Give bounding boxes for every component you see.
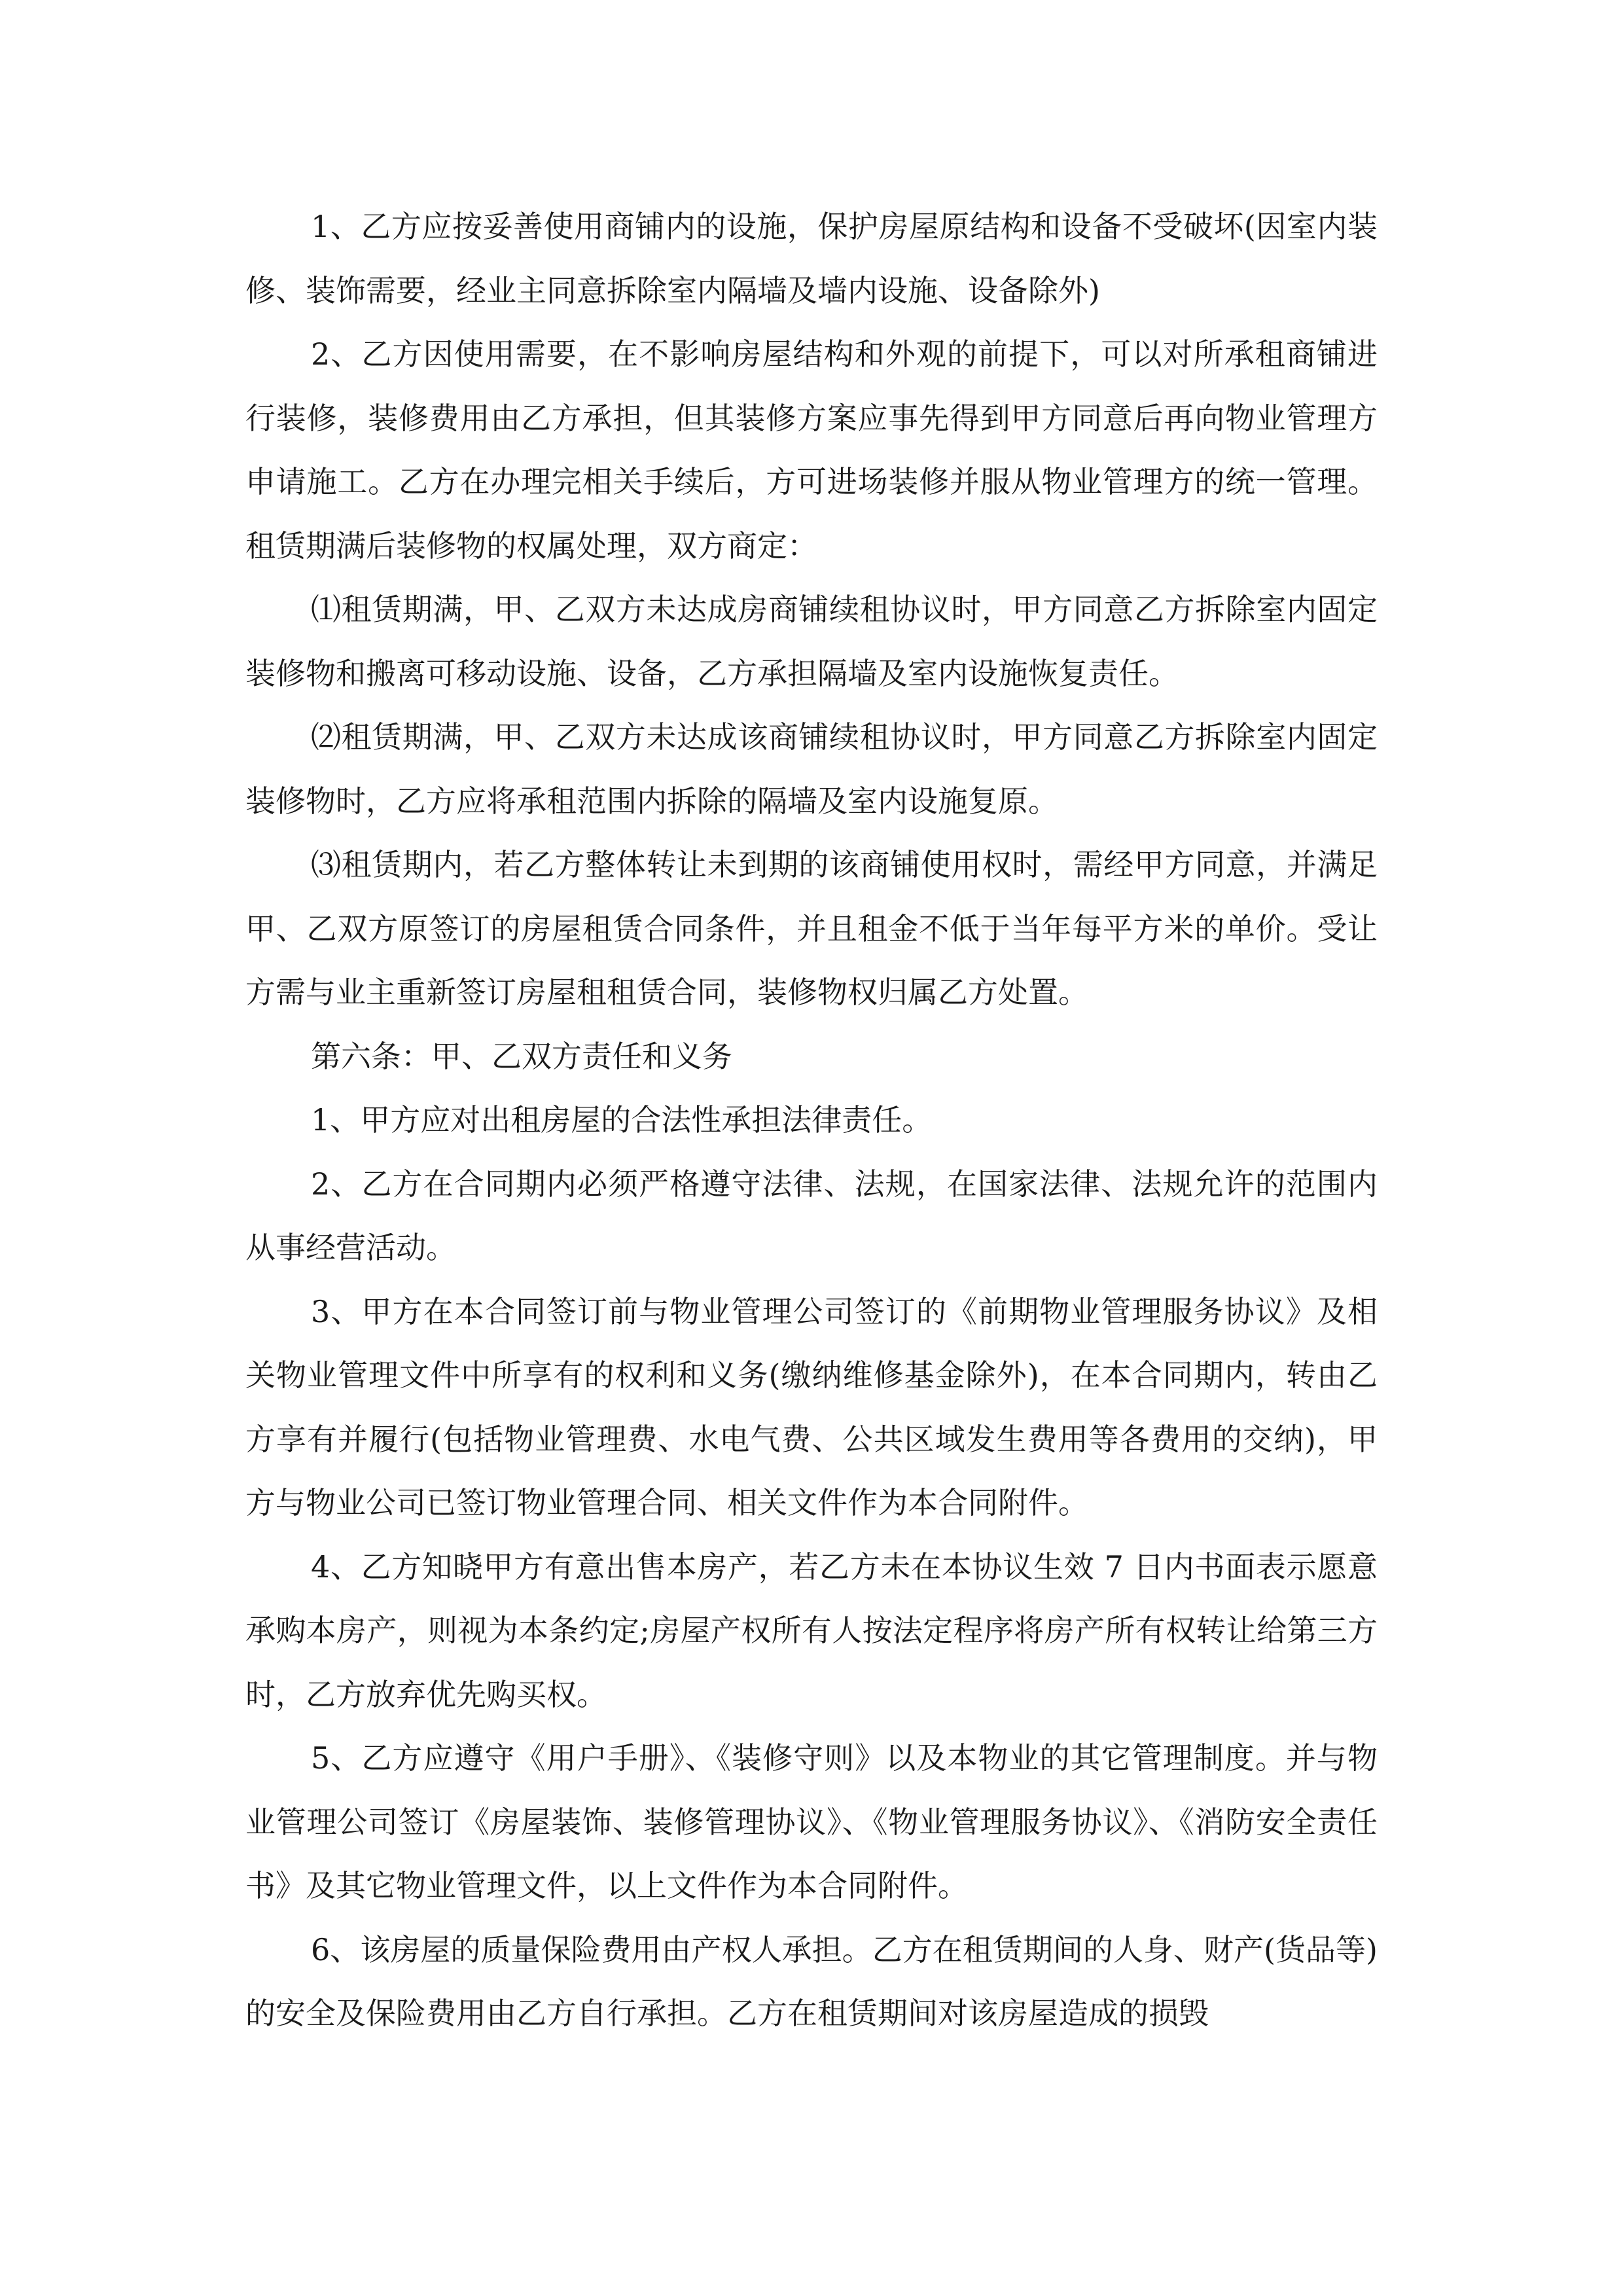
paragraph-clause-1: 1、乙方应按妥善使用商铺内的设施，保护房屋原结构和设备不受破坏(因室内装修、装饰需要，经业主同意拆除室内隔墙及墙内设施、设备除外) — [245, 209, 1378, 308]
document-body — [245, 195, 1378, 2046]
paragraph-sub-3: ⑶租赁期内，若乙方整体转让未到期的该商铺使用权时，需经甲方同意，并满足甲、乙双方原签订的房屋租赁合同条件，并且租金不低于当年每平方米的单价。受让方需与业主重新签订房屋租租赁合同，装修物权归属乙方处置。 — [245, 847, 1378, 1010]
paragraph-duty-3: 3、甲方在本合同签订前与物业管理公司签订的《前期物业管理服务协议》及相关物业管理文件中所享有的权利和义务(缴纳维修基金除外)，在本合同期内，转由乙方享有并履行(包括物业管理费、水电气费、公共区域发生费用等各费用的交纳)，甲方与物业公司已签订物业管理合同、相关文件作为本合同附件。 — [245, 1293, 1378, 1520]
paragraph-clause-2: 2、乙方因使用需要，在不影响房屋结构和外观的前提下，可以对所承租商铺进行装修，装修费用由乙方承担，但其装修方案应事先得到甲方同意后再向物业管理方申请施工。乙方在办理完相关手续后，方可进场装修并服从物业管理方的统一管理。租赁期满后装修物的权属处理，双方商定： — [245, 336, 1378, 564]
paragraph-sub-1: ⑴租赁期满，甲、乙双方未达成房商铺续租协议时，甲方同意乙方拆除室内固定装修物和搬离可移动设施、设备，乙方承担隔墙及室内设施恢复责任。 — [245, 592, 1378, 691]
paragraph-duty-6: 6、该房屋的质量保险费用由产权人承担。乙方在租赁期间的人身、财产(货品等)的安全及保险费用由乙方自行承担。乙方在租赁期间对该房屋造成的损毁 — [245, 1931, 1378, 2031]
paragraph-duty-4: 4、乙方知晓甲方有意出售本房产，若乙方未在本协议生效 7 日内书面表示愿意承购本房产，则视为本条约定;房屋产权所有人按法定程序将房产所有权转让给第三方时，乙方放弃优先购买权。 — [245, 1549, 1378, 1712]
section-heading-article-6: 第六条：甲、乙双方责任和义务 — [311, 1038, 732, 1074]
paragraph-sub-2: ⑵租赁期满，甲、乙双方未达成该商铺续租协议时，甲方同意乙方拆除室内固定装修物时，乙方应将承租范围内拆除的隔墙及室内设施复原。 — [245, 719, 1378, 819]
paragraph-duty-1: 1、甲方应对出租房屋的合法性承担法律责任。 — [311, 1102, 933, 1138]
paragraph-duty-2: 2、乙方在合同期内必须严格遵守法律、法规，在国家法律、法规允许的范围内从事经营活动。 — [245, 1166, 1378, 1265]
paragraph-duty-5: 5、乙方应遵守《用户手册》、《装修守则》以及本物业的其它管理制度。并与物业管理公司签订《房屋装饰、装修管理协议》、《物业管理服务协议》、《消防安全责任书》及其它物业管理文件，以上文件作为本合同附件。 — [245, 1740, 1378, 1903]
